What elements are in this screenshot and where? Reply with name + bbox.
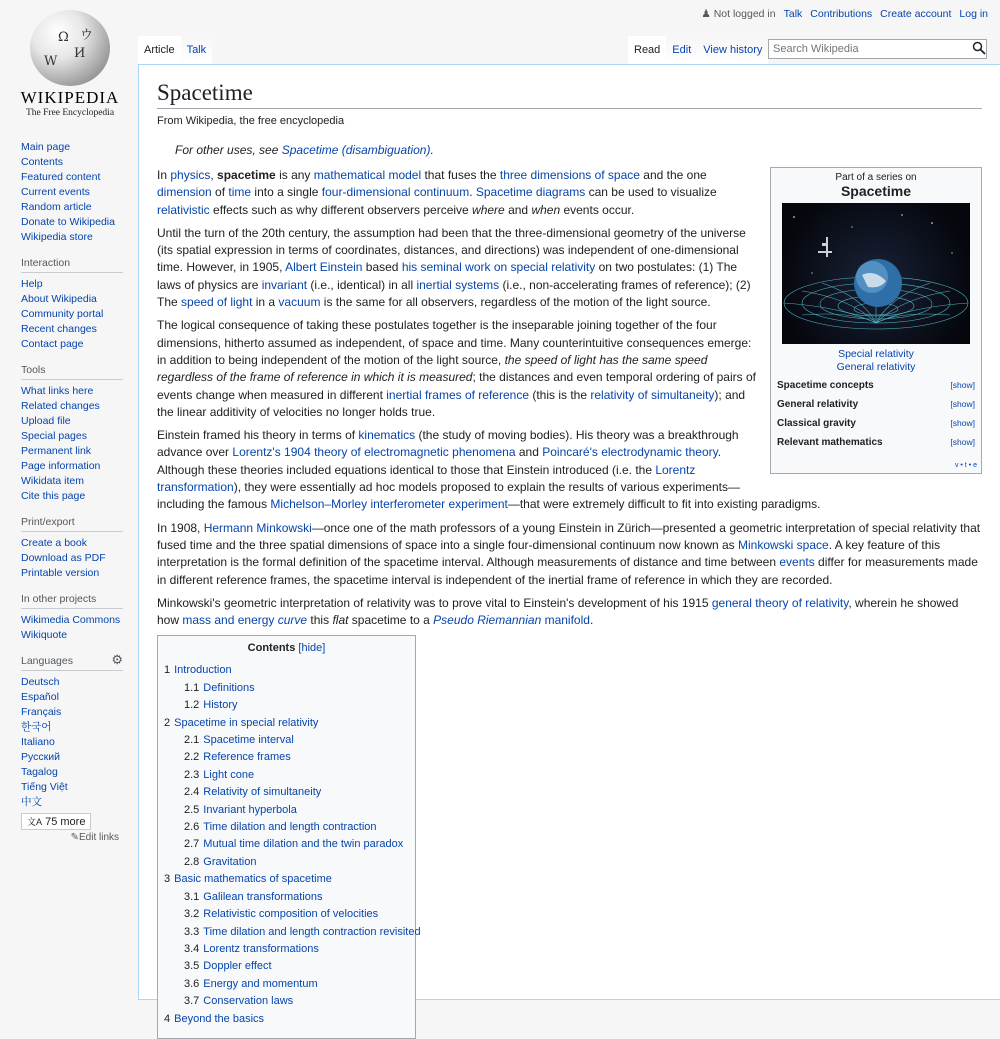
text-run: can be used to visualize <box>585 185 717 200</box>
login-link[interactable]: Log in <box>959 8 988 20</box>
toc-number: 2 <box>164 716 171 729</box>
toc-link[interactable]: Light cone <box>203 768 255 781</box>
toc-link[interactable]: Beyond the basics <box>174 1012 265 1025</box>
toc-number: 1.1 <box>184 681 200 694</box>
search-input[interactable] <box>768 39 987 59</box>
toc-link[interactable]: Gravitation <box>203 855 257 868</box>
sidebar-item-main-2[interactable]: Featured content <box>21 171 101 183</box>
sidebar-item-interaction-2[interactable]: Community portal <box>21 308 104 320</box>
tab-view-history[interactable]: View history <box>697 36 768 64</box>
toc-link[interactable]: Time dilation and length contraction revisited <box>203 925 421 938</box>
toc-entry[interactable] <box>164 854 409 871</box>
sidebar-item-interaction-1[interactable]: About Wikipedia <box>21 293 97 305</box>
article-link[interactable]: physics <box>170 168 211 182</box>
text-run: —once one of the math professors of a young Einstein in Zürich—presented a geometric interpretation of special relativity that fused time and the three spatial dimensions of space into a single four-dimensional continuum now known as <box>157 520 981 552</box>
toc-link[interactable]: Galilean transformations <box>203 890 323 903</box>
sidebar-item-language-8[interactable]: 中文 <box>21 796 42 808</box>
toc-link[interactable]: Conservation laws <box>203 995 294 1008</box>
infobox-show-toggle[interactable]: [show] <box>950 380 975 390</box>
sidebar-item-language-2[interactable]: Français <box>21 706 62 718</box>
toc-link[interactable]: Introduction <box>174 664 232 677</box>
general-relativity-link[interactable]: General relativity <box>836 361 916 373</box>
spacetime-curvature-image[interactable] <box>782 203 970 344</box>
table-of-contents <box>157 635 421 1039</box>
text-run: . A key feature of this interpretation is the formal definition of the spacetime interval. Although measurements of distance and time between <box>157 537 941 570</box>
toc-number: 2.6 <box>184 821 200 834</box>
sidebar-item-tools-7[interactable]: Cite this page <box>21 490 86 502</box>
text-run: when <box>531 202 561 217</box>
sidebar-item-language-3[interactable]: 한국어 <box>21 721 52 733</box>
sidebar-item-language-0[interactable]: Deutsch <box>21 676 60 688</box>
toc-entry[interactable] <box>164 871 409 888</box>
text-run: spacetime <box>217 168 276 182</box>
article-link[interactable]: Lorentz transformation <box>157 462 696 495</box>
text-run: into a single <box>251 185 322 200</box>
toc-link[interactable]: Energy and momentum <box>203 977 318 990</box>
toc-link[interactable]: Reference frames <box>203 751 291 764</box>
sidebar-item-tools-4[interactable]: Permanent link <box>21 445 92 457</box>
toc-number: 2.4 <box>184 786 200 799</box>
infobox-series-label: Part of a series on <box>835 172 917 183</box>
toc-number: 3.1 <box>184 890 200 903</box>
logo-wordmark: WIKIPEDIA <box>20 88 120 107</box>
text-run: The logical consequence of taking these postulates together is the inseparable joining together of the four dimensions, hitherto assumed as independent, of space and time. Many counterintuitive consequences emerge: in addition to being independent of the motion of the light source, <box>157 318 752 367</box>
sidebar-item-print-2[interactable]: Printable version <box>21 567 100 579</box>
toc-entry[interactable] <box>164 906 409 923</box>
navigation-portal <box>21 140 138 245</box>
sidebar-item-project-0[interactable]: Wikimedia Commons <box>21 614 121 626</box>
text-run: where <box>472 202 505 217</box>
projects-portal <box>21 593 138 643</box>
article-link[interactable]: his seminal work on special relativity <box>401 260 596 275</box>
sidebar-item-main-5[interactable]: Donate to Wikipedia <box>21 216 115 228</box>
text-run: In <box>157 168 171 182</box>
article-link[interactable]: Pseudo Riemannian <box>433 613 542 628</box>
infobox-row-label: Classical gravity <box>777 418 856 429</box>
series-infobox <box>770 167 982 474</box>
toc-link[interactable]: Doppler effect <box>203 960 272 973</box>
sidebar-item-tools-5[interactable]: Page information <box>21 460 101 472</box>
interaction-portal <box>21 257 138 352</box>
special-relativity-link[interactable]: Special relativity <box>838 348 914 360</box>
toc-number: 2.2 <box>184 751 200 764</box>
toc-entry[interactable] <box>164 697 409 714</box>
more-languages-button[interactable]: 文A 75 more <box>21 813 91 830</box>
toc-title: Contents [hide] <box>247 642 326 655</box>
tab-article[interactable]: Article <box>138 36 181 64</box>
text-run: , <box>210 168 218 182</box>
text-run: (this is the <box>529 387 591 402</box>
tab-edit[interactable]: Edit <box>666 36 697 64</box>
sidebar-item-language-4[interactable]: Italiano <box>21 736 55 748</box>
toc-link[interactable]: Spacetime in special relativity <box>174 716 319 729</box>
text-run: Minkowski's geometric interpretation of relativity was to prove vital to Einstein's development of his 1915 <box>157 595 712 610</box>
sidebar-item-interaction-4[interactable]: Contact page <box>21 338 84 350</box>
toc-number: 2.1 <box>184 734 200 747</box>
toc-number: 3.7 <box>184 995 200 1008</box>
tools-portal <box>21 364 138 504</box>
pencil-icon: ✎ <box>70 832 79 843</box>
infobox-collapsible-row <box>775 414 977 433</box>
search-icon[interactable] <box>972 41 986 55</box>
infobox-row-label: Spacetime concepts <box>777 380 874 391</box>
print-portal <box>21 516 138 581</box>
sidebar <box>0 140 138 855</box>
infobox-title: Spacetime <box>840 183 912 199</box>
article-link[interactable]: manifold <box>541 613 590 628</box>
article-link[interactable]: kinematics <box>358 428 416 443</box>
paragraph <box>157 595 982 630</box>
toc-entry[interactable] <box>164 784 409 801</box>
sidebar-item-print-1[interactable]: Download as PDF <box>21 552 106 564</box>
toc-entry[interactable] <box>164 715 409 732</box>
toc-number: 4 <box>164 1012 171 1025</box>
text-run: ; the distances and even temporal ordering of pairs of events change when measured in different <box>157 370 756 402</box>
article-link[interactable]: Minkowski space <box>738 537 829 552</box>
toc-link[interactable]: Mutual time dilation and the twin paradox <box>203 838 404 851</box>
toc-entry[interactable] <box>164 889 409 906</box>
site-subtitle: From Wikipedia, the free encyclopedia <box>157 115 345 127</box>
sidebar-item-main-6[interactable]: Wikipedia store <box>21 231 93 243</box>
logo-tagline: The Free Encyclopedia <box>25 108 115 118</box>
sidebar-item-language-5[interactable]: Русский <box>21 751 60 763</box>
toc-link[interactable]: Definitions <box>203 681 255 694</box>
toc-entry[interactable] <box>164 732 409 749</box>
infobox-show-toggle[interactable]: [show] <box>950 399 975 409</box>
projects-heading: In other projects <box>21 593 123 609</box>
text-run: and <box>504 202 532 217</box>
toc-link[interactable]: Time dilation and length contraction <box>203 821 377 834</box>
personal-tools <box>701 8 988 20</box>
text-run: is the same for all observers, regardless of the motion of the light source. <box>320 295 711 310</box>
sidebar-item-language-7[interactable]: Tiếng Việt <box>21 781 68 793</box>
article-link[interactable]: three dimensions of space <box>499 168 640 182</box>
text-run: —that were extremely difficult to fit into existing paradigms. <box>507 497 821 512</box>
sidebar-item-main-3[interactable]: Current events <box>21 186 90 198</box>
toc-number: 3.3 <box>184 925 200 938</box>
sidebar-item-interaction-0[interactable]: Help <box>21 278 43 290</box>
paragraph <box>157 520 982 589</box>
languages-heading: Languages ⚙ <box>21 655 123 671</box>
text-run: . <box>469 185 476 200</box>
toc-link[interactable]: Invariant hyperbola <box>203 803 297 816</box>
text-run: spacetime to a <box>348 613 434 628</box>
print-heading: Print/export <box>21 516 123 532</box>
view-tabs <box>628 36 768 64</box>
text-run: effects such as why different observers perceive <box>209 202 473 217</box>
toc-entry[interactable] <box>164 680 409 697</box>
text-run: (the study of moving bodies). His theory was a breakthrough advance over <box>157 428 739 460</box>
article-link[interactable]: dimension <box>157 185 212 200</box>
toc-entry[interactable] <box>164 941 409 958</box>
article-link[interactable]: Michelson–Morley interferometer experiment <box>270 497 508 512</box>
article-link[interactable]: general theory of relativity <box>711 595 849 610</box>
article-link[interactable]: four-dimensional continuum <box>321 185 470 200</box>
sidebar-item-print-0[interactable]: Create a book <box>21 537 87 549</box>
text-run: on two postulates: (1) The laws of physics are <box>157 260 738 292</box>
sidebar-item-tools-2[interactable]: Upload file <box>21 415 71 427</box>
toc-number: 1.2 <box>184 699 200 712</box>
create-account-link[interactable]: Create account <box>880 8 952 20</box>
text-run: differ for measurements made in different reference frames, the spacetime interval is independent of the inertial frame of reference in which they are recorded. <box>157 555 978 587</box>
infobox-collapsible-row <box>775 376 977 395</box>
edit-links[interactable]: ✎Edit links <box>70 832 119 843</box>
toc-entry[interactable] <box>164 924 421 941</box>
toc-hide-toggle[interactable]: [hide] <box>298 642 326 655</box>
toc-number: 3 <box>164 873 171 886</box>
gear-icon[interactable]: ⚙ <box>111 652 123 667</box>
toc-link[interactable]: History <box>203 699 238 712</box>
article-link[interactable]: Spacetime diagrams <box>475 185 586 200</box>
text-run: the speed of light has the same speed regardless of the frame of reference in which it is measured <box>157 352 708 385</box>
not-logged-in-status: ♟ Not logged in <box>701 8 776 20</box>
toc-entry[interactable] <box>164 993 409 1010</box>
sidebar-item-language-6[interactable]: Tagalog <box>21 766 58 778</box>
text-run: of <box>211 185 229 200</box>
infobox-collapsible-row <box>775 395 977 414</box>
sidebar-item-main-0[interactable]: Main page <box>21 141 71 153</box>
article-link[interactable]: relativistic <box>157 202 210 217</box>
article-link[interactable]: vacuum <box>278 295 321 310</box>
page-title: Spacetime <box>157 79 982 109</box>
text-run: in a <box>252 295 279 310</box>
text-run: events occur. <box>560 202 635 217</box>
interaction-heading: Interaction <box>21 257 123 273</box>
toc-number: 3.5 <box>184 960 200 973</box>
user-icon: ♟ <box>701 8 711 20</box>
vte-navbar[interactable]: v • t • e <box>954 462 977 469</box>
toc-entry[interactable] <box>164 662 409 679</box>
article-link[interactable]: Lorentz's 1904 theory of electromagnetic phenomena <box>232 445 516 460</box>
toc-link[interactable]: Basic mathematics of spacetime <box>174 873 332 886</box>
talk-link[interactable]: Talk <box>783 8 803 20</box>
article-link[interactable]: inertial systems <box>416 277 500 292</box>
sidebar-item-main-1[interactable]: Contents <box>21 156 64 168</box>
toc-link[interactable]: Relativity of simultaneity <box>203 786 322 799</box>
toc-number: 2.5 <box>184 803 200 816</box>
article-link[interactable]: time <box>228 185 252 200</box>
languages-portal <box>21 652 138 843</box>
toc-entry[interactable] <box>164 749 409 766</box>
text-run: (i.e., identical) in all <box>307 277 417 292</box>
text-run: and <box>515 445 543 460</box>
text-run: flat <box>332 613 349 628</box>
toc-entry[interactable] <box>164 819 409 836</box>
puzzle-globe-icon: Ω И W ウ <box>30 10 110 86</box>
text-run: that fuses the <box>421 168 500 182</box>
toc-entry[interactable] <box>164 836 409 853</box>
contributions-link[interactable]: Contributions <box>810 8 873 20</box>
article-link[interactable]: inertial frames of reference <box>386 387 529 402</box>
toc-entry[interactable] <box>164 958 409 975</box>
toc-number: 3.2 <box>184 908 200 921</box>
infobox-row-label: General relativity <box>777 399 859 410</box>
sidebar-item-tools-6[interactable]: Wikidata item <box>21 475 85 487</box>
hatnote: For other uses, see Spacetime (disambiguation). <box>175 143 434 157</box>
text-run: . <box>589 613 594 628</box>
toc-number: 2.8 <box>184 855 200 868</box>
infobox-show-toggle[interactable]: [show] <box>950 437 975 447</box>
infobox-collapsible-row <box>775 433 977 452</box>
text-run: this <box>307 613 333 628</box>
article-link[interactable]: mass and energy <box>182 613 278 628</box>
toc-number: 3.4 <box>184 942 200 955</box>
article-link[interactable]: invariant <box>261 277 308 292</box>
sidebar-item-tools-0[interactable]: What links here <box>21 385 94 397</box>
infobox-show-toggle[interactable]: [show] <box>950 418 975 428</box>
toc-number: 2.3 <box>184 768 200 781</box>
toc-link[interactable]: Relativistic composition of velocities <box>203 908 379 921</box>
text-run: In 1908, <box>157 520 204 535</box>
article-link[interactable]: Hermann Minkowski <box>203 520 312 535</box>
toc-entry[interactable] <box>164 767 409 784</box>
infobox-row-label: Relevant mathematics <box>777 437 883 448</box>
text-run: Until the turn of the 20th century, the assumption had been that the three-dimensional geometry of the universe (its spatial expression in terms of coordinates, distances, and directions) was independent of one-dimensional time. However, in 1905, <box>157 225 746 275</box>
article-link[interactable]: curve <box>277 613 308 628</box>
wikipedia-logo[interactable] <box>20 10 120 125</box>
article-link[interactable]: mathematical model <box>313 168 422 182</box>
toc-number: 1 <box>164 664 171 677</box>
toc-link[interactable]: Spacetime interval <box>203 734 294 747</box>
sidebar-item-tools-3[interactable]: Special pages <box>21 430 87 442</box>
text-run: is any <box>275 168 314 182</box>
text-run: ); and the linear additivity of velocities no longer holds true. <box>157 387 746 419</box>
article-link[interactable]: Albert Einstein <box>285 260 363 275</box>
disambiguation-link[interactable]: Spacetime (disambiguation) <box>281 143 431 157</box>
text-run: Einstein framed his theory in terms of <box>157 428 359 443</box>
text-run: . Although these theories included equations identical to those that Einstein introduced (i.e. the <box>157 445 722 477</box>
article-link[interactable]: Poincaré's electrodynamic theory <box>542 445 718 460</box>
article-link[interactable]: events <box>779 555 815 570</box>
sidebar-item-tools-1[interactable]: Related changes <box>21 400 100 412</box>
namespace-tabs <box>138 36 212 64</box>
sidebar-item-main-4[interactable]: Random article <box>21 201 92 213</box>
tab-talk[interactable]: Talk <box>181 36 213 64</box>
text-run: and the one <box>639 168 707 182</box>
text-run: based <box>362 260 402 275</box>
toc-entry[interactable] <box>164 1011 409 1028</box>
toc-link[interactable]: Lorentz transformations <box>203 942 319 955</box>
main-content <box>138 64 1000 1025</box>
translate-icon: 文A <box>27 817 43 827</box>
text-run: (i.e., non-accelerating frames of reference); (2) The <box>157 277 751 310</box>
toc-entry[interactable] <box>164 976 409 993</box>
sidebar-item-project-1[interactable]: Wikiquote <box>21 629 68 641</box>
tools-heading: Tools <box>21 364 123 380</box>
toc-entry[interactable] <box>164 802 409 819</box>
tab-read[interactable]: Read <box>628 36 666 64</box>
toc-number: 3.6 <box>184 977 200 990</box>
text-run: ), they were essentially ad hoc models proposed to explain the results of various experiments—including the famous <box>157 480 740 512</box>
sidebar-item-interaction-3[interactable]: Recent changes <box>21 323 97 335</box>
article-link[interactable]: relativity of simultaneity <box>590 387 715 402</box>
sidebar-item-language-1[interactable]: Español <box>21 691 59 703</box>
article-link[interactable]: speed of light <box>181 295 253 310</box>
text-run: , wherein he showed how <box>157 595 959 628</box>
toc-number: 2.7 <box>184 838 200 851</box>
